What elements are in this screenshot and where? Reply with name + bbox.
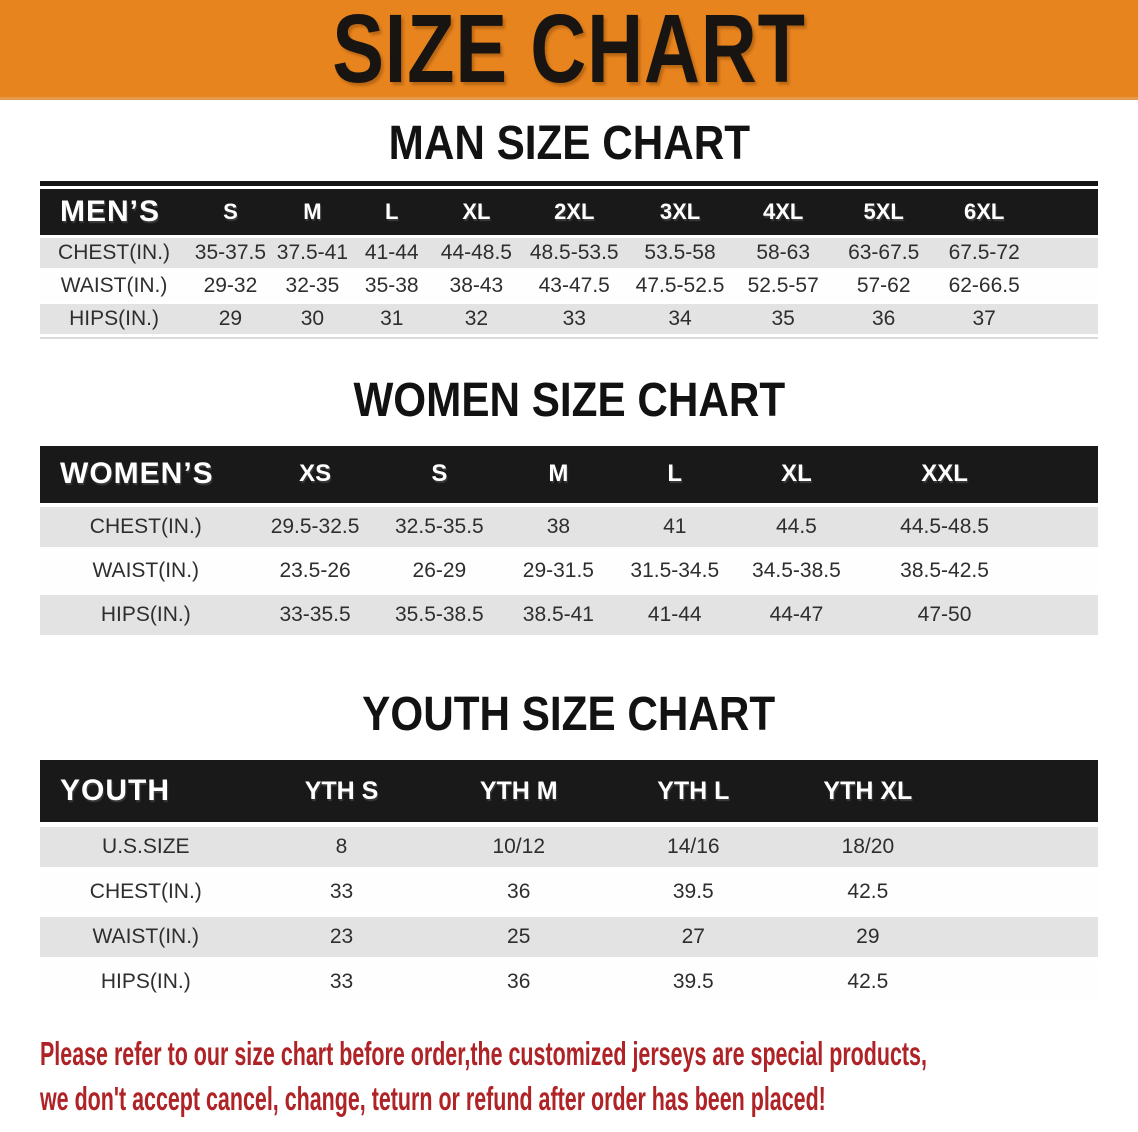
size-value: 29 (188, 304, 273, 334)
size-col-header: L (617, 446, 733, 503)
size-value: 33 (521, 304, 627, 334)
size-value: 36 (833, 304, 934, 334)
size-value: 47-50 (860, 595, 1029, 635)
size-col-header: S (188, 189, 273, 235)
men-chest-row (40, 238, 1098, 268)
row-label: HIPS(IN.) (40, 962, 252, 1002)
size-col-header: 4XL (733, 189, 834, 235)
women-waist-row (40, 551, 1098, 591)
size-value: 42.5 (781, 872, 956, 912)
size-col-header: XS (252, 446, 379, 503)
row-label: CHEST(IN.) (40, 872, 252, 912)
women-table-title: WOMEN’S (40, 446, 252, 503)
row-label: WAIST(IN.) (40, 917, 252, 957)
men-hips-row (40, 304, 1098, 334)
size-value: 43-47.5 (521, 271, 627, 301)
spacer-cell (1034, 271, 1098, 301)
size-value: 31 (352, 304, 431, 334)
men-header-row (40, 189, 1098, 235)
women-section-heading-text: WOMEN SIZE CHART (353, 373, 785, 427)
women-header-row (40, 446, 1098, 503)
row-label: WAIST(IN.) (40, 271, 188, 301)
size-value: 44.5-48.5 (860, 507, 1029, 547)
size-value: 39.5 (606, 872, 781, 912)
size-value: 36 (431, 962, 606, 1002)
size-value: 33 (252, 962, 432, 1002)
size-col-header: YTH XL (781, 760, 956, 822)
size-col-header: 3XL (627, 189, 733, 235)
size-col-header: M (273, 189, 352, 235)
size-value: 62-66.5 (934, 271, 1035, 301)
size-col-header: XL (431, 189, 521, 235)
size-value: 52.5-57 (733, 271, 834, 301)
disclaimer-line-2: we don't accept cancel, change, teturn or refund after order has been placed! (40, 1080, 826, 1118)
row-label: CHEST(IN.) (40, 238, 188, 268)
size-value: 37 (934, 304, 1035, 334)
size-value: 41 (617, 507, 733, 547)
youth-header-row (40, 760, 1098, 822)
size-value: 44-47 (733, 595, 860, 635)
size-value: 35 (733, 304, 834, 334)
men-table-title: MEN’S (40, 189, 188, 235)
size-value: 37.5-41 (273, 238, 352, 268)
size-value: 30 (273, 304, 352, 334)
size-value: 44.5 (733, 507, 860, 547)
size-value: 41-44 (617, 595, 733, 635)
men-section-heading-text: MAN SIZE CHART (388, 117, 750, 170)
size-value: 29-32 (188, 271, 273, 301)
size-value: 53.5-58 (627, 238, 733, 268)
row-label: CHEST(IN.) (40, 507, 252, 547)
disclaimer (40, 1031, 1138, 1121)
row-label: U.S.SIZE (40, 827, 252, 867)
size-value: 29-31.5 (500, 551, 616, 591)
size-value: 25 (431, 917, 606, 957)
youth-chest-row (40, 872, 1098, 912)
size-value: 18/20 (781, 827, 956, 867)
size-col-header: S (379, 446, 501, 503)
size-value: 38.5-41 (500, 595, 616, 635)
size-value: 34.5-38.5 (733, 551, 860, 591)
youth-ussize-row (40, 827, 1098, 867)
disclaimer-line-1: Please refer to our size chart before order,the customized jerseys are special products, (40, 1035, 927, 1073)
size-col-header: YTH S (252, 760, 432, 822)
size-col-header: YTH M (431, 760, 606, 822)
size-value: 42.5 (781, 962, 956, 1002)
size-value: 44-48.5 (431, 238, 521, 268)
size-value: 47.5-52.5 (627, 271, 733, 301)
size-value: 57-62 (833, 271, 934, 301)
size-value: 35-38 (352, 271, 431, 301)
women-size-table (40, 442, 1098, 639)
men-table-bottom-rule (40, 337, 1098, 339)
women-chest-row (40, 507, 1098, 547)
women-section (0, 375, 1138, 639)
banner (0, 0, 1138, 103)
row-label: WAIST(IN.) (40, 551, 252, 591)
size-value: 58-63 (733, 238, 834, 268)
size-value: 33-35.5 (252, 595, 379, 635)
spacer-cell (1034, 238, 1098, 268)
size-value: 23.5-26 (252, 551, 379, 591)
men-waist-row (40, 271, 1098, 301)
youth-hips-row (40, 962, 1098, 1002)
size-col-header: XL (733, 446, 860, 503)
spacer-cell (955, 827, 1098, 867)
size-value: 38.5-42.5 (860, 551, 1029, 591)
row-label: HIPS(IN.) (40, 304, 188, 334)
spacer-cell (1034, 189, 1098, 235)
spacer-cell (955, 962, 1098, 1002)
spacer-cell (955, 917, 1098, 957)
youth-table-title: YOUTH (40, 760, 252, 822)
size-col-header: 2XL (521, 189, 627, 235)
size-value: 36 (431, 872, 606, 912)
spacer-cell (1029, 507, 1098, 547)
size-col-header: L (352, 189, 431, 235)
size-value: 48.5-53.5 (521, 238, 627, 268)
size-value: 35-37.5 (188, 238, 273, 268)
youth-section-heading-text: YOUTH SIZE CHART (362, 687, 776, 741)
spacer-cell (1029, 595, 1098, 635)
men-section (0, 118, 1138, 339)
size-value: 32.5-35.5 (379, 507, 501, 547)
youth-section-heading (0, 689, 1138, 742)
size-value: 14/16 (606, 827, 781, 867)
size-value: 34 (627, 304, 733, 334)
spacer-cell (1029, 551, 1098, 591)
size-value: 26-29 (379, 551, 501, 591)
women-section-heading (0, 375, 1138, 428)
size-value: 41-44 (352, 238, 431, 268)
banner-title: SIZE CHART (332, 0, 806, 103)
size-col-header: XXL (860, 446, 1029, 503)
row-label: HIPS(IN.) (40, 595, 252, 635)
spacer-cell (955, 760, 1098, 822)
size-value: 31.5-34.5 (617, 551, 733, 591)
youth-section (0, 689, 1138, 1008)
size-col-header: 5XL (833, 189, 934, 235)
size-value: 10/12 (431, 827, 606, 867)
size-value: 35.5-38.5 (379, 595, 501, 635)
size-value: 29 (781, 917, 956, 957)
size-value: 29.5-32.5 (252, 507, 379, 547)
spacer-cell (955, 872, 1098, 912)
size-col-header: 6XL (934, 189, 1035, 235)
size-col-header: M (500, 446, 616, 503)
size-value: 38-43 (431, 271, 521, 301)
size-value: 8 (252, 827, 432, 867)
spacer-cell (1034, 304, 1098, 334)
size-value: 67.5-72 (934, 238, 1035, 268)
size-value: 32-35 (273, 271, 352, 301)
women-hips-row (40, 595, 1098, 635)
youth-waist-row (40, 917, 1098, 957)
youth-size-table (40, 755, 1098, 1007)
men-section-heading (0, 118, 1138, 171)
size-value: 63-67.5 (833, 238, 934, 268)
men-size-table (40, 186, 1098, 337)
size-value: 23 (252, 917, 432, 957)
size-value: 38 (500, 507, 616, 547)
size-value: 33 (252, 872, 432, 912)
spacer-cell (1029, 446, 1098, 503)
size-value: 39.5 (606, 962, 781, 1002)
size-col-header: YTH L (606, 760, 781, 822)
size-value: 32 (431, 304, 521, 334)
size-value: 27 (606, 917, 781, 957)
